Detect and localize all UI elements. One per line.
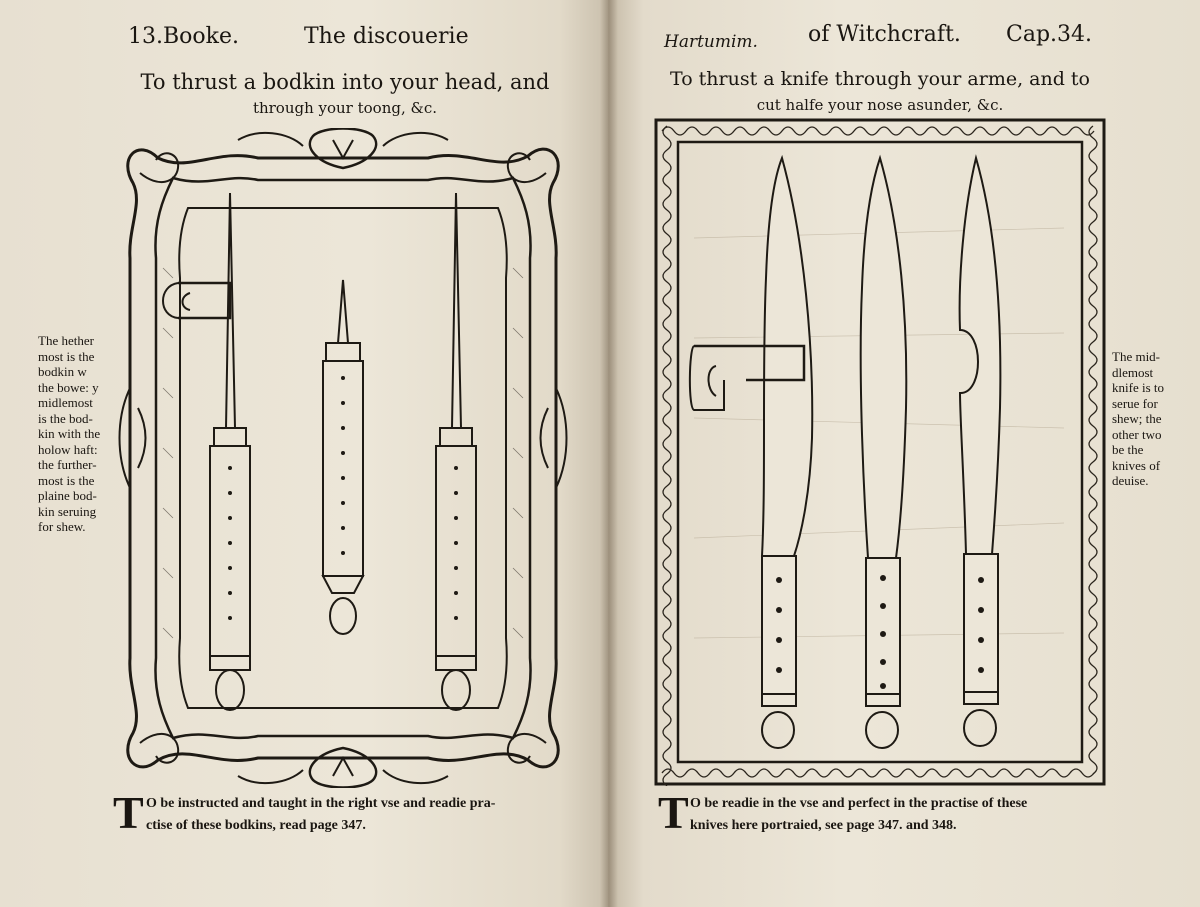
book-gutter: [600, 0, 618, 907]
right-chapter-number: Cap.34.: [1006, 22, 1093, 47]
right-caption-line2: knives here portraied, see page 347. and 348.: [690, 818, 957, 833]
right-catchword: Hartumim.: [664, 32, 758, 52]
left-title-line1: To thrust a bodkin into your head, and: [140, 70, 550, 94]
right-running-title: of Witchcraft.: [808, 22, 961, 47]
bodkin-woodcut-illustration: [118, 128, 568, 788]
left-margin-note: The hether most is the bodkin w the bowe: y midlemost is the bod- kin with the holow haft: the further- most is the plaine bod- kin seruing for shew.: [38, 333, 101, 534]
left-caption-dropcap: T: [113, 787, 144, 838]
right-title-line1: To thrust a knife through your arme, and to: [670, 68, 1090, 90]
left-page-number: 13.Booke.: [128, 24, 239, 49]
left-caption-line1: O be instructed and taught in the right vse and readie pra-: [146, 796, 496, 811]
right-margin-note: The mid- dlemost knife is to serue for shew; the other two be the knives of deuise.: [1112, 349, 1164, 488]
left-running-title: The discouerie: [304, 24, 469, 49]
knives-woodcut-illustration: [654, 118, 1106, 786]
left-caption-line2: ctise of these bodkins, read page 347.: [146, 818, 366, 833]
right-caption-line1: O be readie in the vse and perfect in the practise of these: [690, 796, 1028, 811]
right-caption-dropcap: T: [658, 787, 689, 838]
right-title-line2: cut halfe your nose asunder, &c.: [756, 96, 1004, 114]
left-title-line2: through your toong, &c.: [252, 99, 438, 117]
